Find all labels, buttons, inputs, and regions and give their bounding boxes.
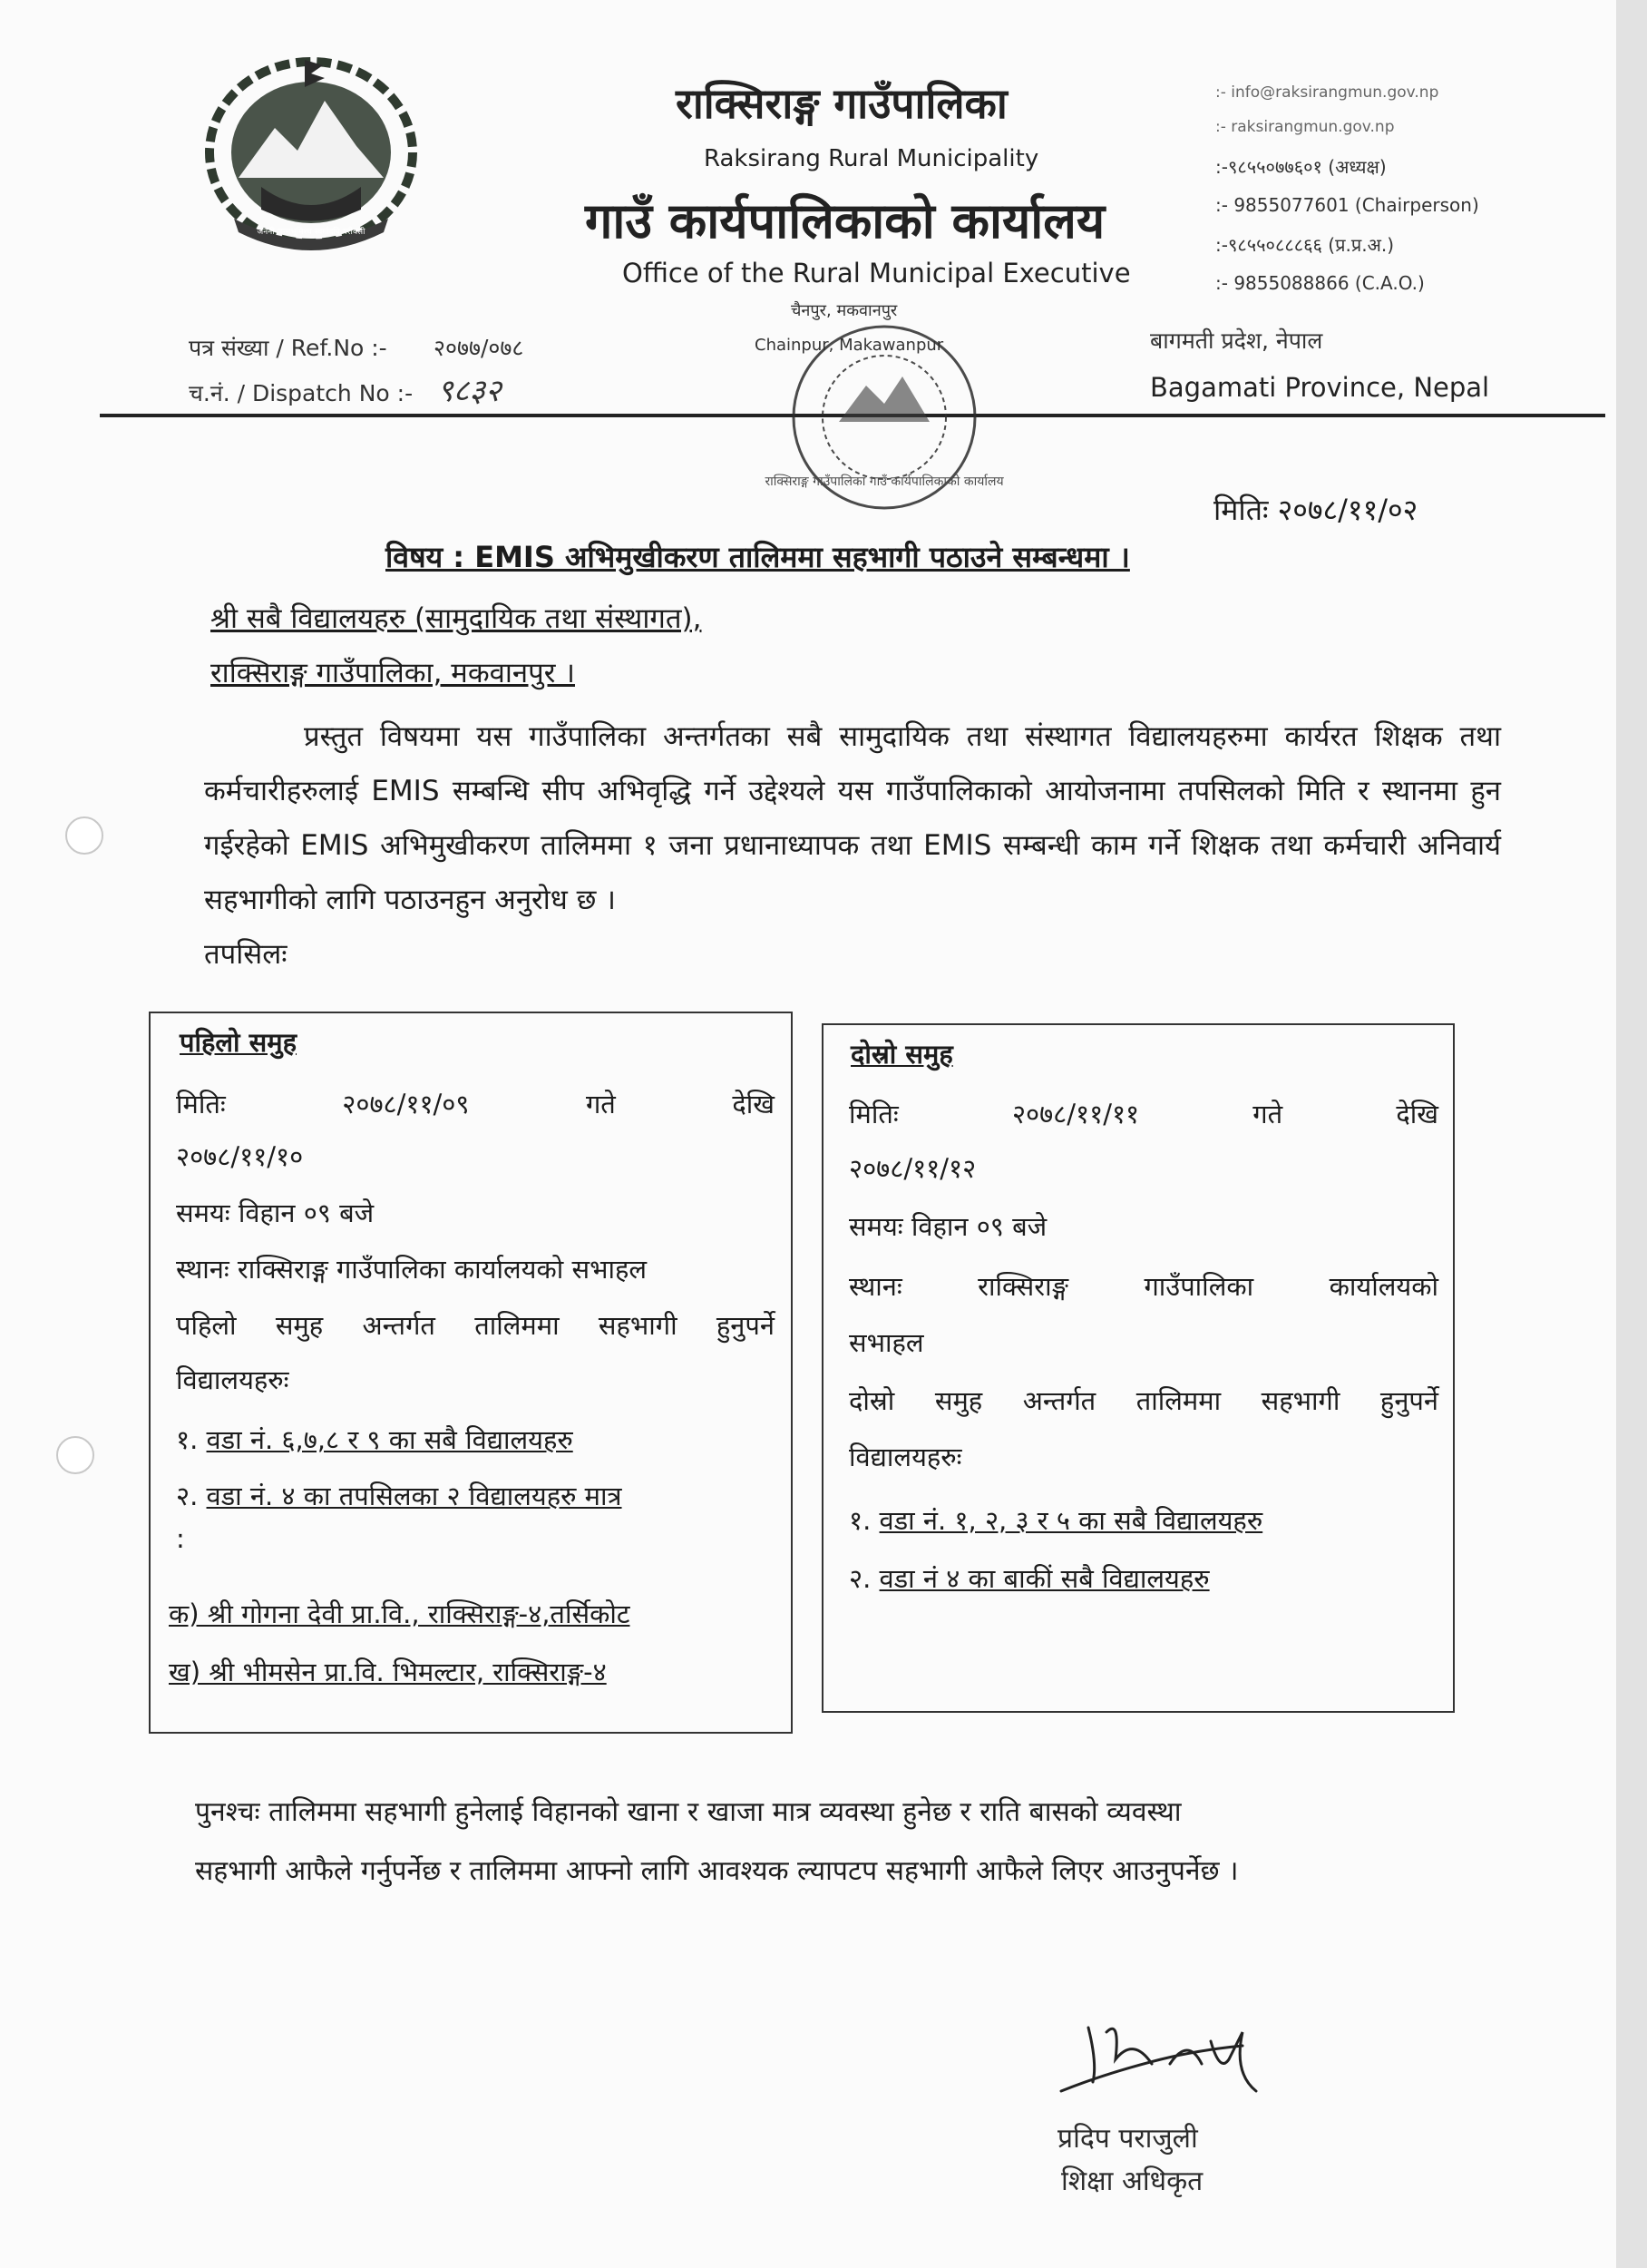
ref-label: पत्र संख्या / Ref.No :- <box>189 335 387 361</box>
recipient-line-2: राक्सिराङ्ग गाउँपालिका, मकवानपुर । <box>210 657 575 689</box>
group1-item-1 <box>176 1422 573 1457</box>
signatory-title: शिक्षा अधिकृत <box>1061 2165 1204 2197</box>
group2-item-1 <box>849 1502 1262 1538</box>
group1-intro-word: तालिममा <box>474 1310 560 1341</box>
group1-title: पहिलो समुह <box>180 1027 297 1058</box>
group1-item-2 <box>176 1478 622 1513</box>
group1-place: स्थानः राक्सिराङ्ग गाउँपालिका कार्यालयको सभाहल <box>176 1254 648 1285</box>
contact-cao-en: :- 9855088866 (C.A.O.) <box>1215 272 1425 294</box>
province-en: Bagamati Province, Nepal <box>1150 372 1490 403</box>
office-stamp-icon <box>765 313 1004 522</box>
group1-date-label: मितिः <box>176 1089 226 1119</box>
contact-cao-np: :-९८५५०८८८६६ (प्र.प्र.अ.) <box>1215 234 1395 256</box>
group2-box <box>822 1023 1455 1713</box>
footer-note <box>195 1783 1501 1901</box>
group2-item-1-text: वडा नं. १, २, ३ र ५ का सबै विद्यालयहरु <box>879 1505 1263 1536</box>
contact-email: :- info@raksirangmun.gov.np <box>1215 83 1439 102</box>
footer-note-line-2: सहभागी आफैले गर्नुपर्नेछ र तालिममा आफ्नो लागि आवश्यक ल्यापटप सहभागी आफैले लिएर आउनुपर्नेछ । <box>195 1855 1239 1887</box>
group1-intro-word: पहिलो <box>176 1310 237 1341</box>
contact-website: :- raksirangmun.gov.np <box>1215 118 1395 136</box>
group1-date-from: २०७८/११/०९ <box>342 1089 470 1119</box>
location-en: Chainpur, Makawanpur <box>755 336 944 355</box>
group1-dekhi: देखि <box>732 1089 775 1119</box>
group2-time: समयः विहान ०९ बजे <box>849 1211 1048 1242</box>
punch-hole-top <box>65 816 103 855</box>
group2-title: दोस्रो समुह <box>851 1039 953 1070</box>
dispatch-value: ९८३२ <box>437 373 502 409</box>
group2-intro <box>849 1383 1438 1418</box>
letter-subject: विषय : EMIS अभिमुखीकरण तालिममा सहभागी पठाउने सम्बन्धमा । <box>385 540 1130 574</box>
group2-item-2-num: २. <box>849 1563 872 1594</box>
signature-icon <box>1052 2009 1288 2109</box>
group2-intro-word: अन्तर्गत <box>1022 1385 1096 1416</box>
office-name-en: Office of the Rural Municipal Executive <box>622 258 1131 288</box>
scan-edge <box>1616 0 1647 2268</box>
tapsil-label: तपसिलः <box>204 938 287 971</box>
group1-item-2-text: वडा नं. ४ का तपसिलका २ विद्यालयहरु मात्र <box>206 1481 622 1511</box>
group2-place-word: कार्यालयको <box>1329 1271 1438 1302</box>
signature-text: प्रदिप परा. <box>1179 2054 1221 2067</box>
punch-hole-bottom <box>56 1436 94 1474</box>
group2-intro-word: समुह <box>934 1385 983 1416</box>
footer-note-line-1: पुनश्चः तालिममा सहभागी हुनेलाई विहानको खाना र खाजा मात्र व्यवस्था हुनेछ र राति बासको व्यवस्था <box>195 1796 1182 1828</box>
group1-item-1-num: १. <box>176 1424 199 1455</box>
group1-schools-label: विद्यालयहरुः <box>176 1364 289 1395</box>
municipality-name-en: Raksirang Rural Municipality <box>704 145 1039 172</box>
province-np: बागमती प्रदेश, नेपाल <box>1150 327 1323 354</box>
location-np: चैनपुर, मकवानपुर <box>791 301 898 320</box>
group2-place-word: स्थानः <box>849 1271 902 1302</box>
group1-item-2-num: २. <box>176 1481 199 1511</box>
group2-intro-word: दोस्रो <box>849 1385 895 1416</box>
group2-date-label: मितिः <box>849 1099 899 1129</box>
ref-value: २०७७/०७८ <box>434 335 524 361</box>
group2-gate: गते <box>1252 1099 1283 1129</box>
group1-gate: गते <box>585 1089 616 1119</box>
contact-chair-np: :-९८५५०७७६०१ (अध्यक्ष) <box>1215 156 1387 178</box>
stamp-text: राक्सिराङ्ग गाउँपालिका गाउँ कार्यपालिकाको कार्यालय <box>765 474 1004 489</box>
signatory-name: प्रदिप पराजुली <box>1057 2123 1198 2155</box>
office-name-np: गाउँ कार्यपालिकाको कार्यालय <box>585 192 1106 249</box>
group1-date-to: २०७८/११/१० <box>176 1141 304 1172</box>
group1-intro-word: सहभागी <box>598 1310 677 1341</box>
group2-place-row <box>849 1268 1438 1304</box>
body-paragraph <box>204 709 1501 927</box>
group1-item-2-suffix: : <box>176 1523 185 1554</box>
group1-intro-word: समुह <box>275 1310 324 1341</box>
group2-intro-word: हुनुपर्ने <box>1379 1385 1438 1416</box>
group1-intro-word: हुनुपर्ने <box>716 1310 775 1341</box>
group2-item-1-num: १. <box>849 1505 872 1536</box>
group1-intro-word: अन्तर्गत <box>362 1310 435 1341</box>
group2-date-row <box>849 1096 1438 1131</box>
nepal-emblem-icon <box>198 51 424 259</box>
body-text: प्रस्तुत विषयमा यस गाउँपालिका अन्तर्गतका सबै सामुदायिक तथा संस्थागत विद्यालयहरुमा कार्यरत शिक्षक तथा कर्मचारीहरुलाई EMIS सम्बन्धि सीप अभिवृद्धि गर्ने उद्देश्यले यस गाउँपालिकाको आयोजनामा तपसिलको मिति र स्थानमा हुन गईरहेको EMIS अभिमुखीकरण तालिममा १ जना प्रधानाध्यापक तथा EMIS सम्बन्धी काम गर्ने शिक्षक तथा कर्मचारी अनिवार्य सहभागीको लागि पठाउनहुन अनुरोध छ । <box>204 720 1501 916</box>
group1-intro <box>176 1307 775 1343</box>
letter-date: मितिः २०७८/११/०२ <box>1213 493 1418 527</box>
municipality-name-np: राक्सिराङ्ग गाउँपालिका <box>676 79 1008 128</box>
emblem-motto: जननी जन्मभूमिश्च स्वर्गादपि गरीयसी <box>257 228 365 237</box>
group2-intro-word: तालिममा <box>1135 1385 1222 1416</box>
group2-place-word: गाउँपालिका <box>1144 1271 1254 1302</box>
recipient-line-1: श्री सबै विद्यालयहरु (सामुदायिक तथा संस्थागत), <box>210 602 702 635</box>
group1-sub-b: ख) श्री भीमसेन प्रा.वि. भिमल्टार, राक्सिराङ्ग-४ <box>169 1657 607 1687</box>
contact-chair-en: :- 9855077601 (Chairperson) <box>1215 194 1479 216</box>
group1-sub-a: क) श्री गोगना देवी प्रा.वि., राक्सिराङ्ग-४,तर्सिकोट <box>169 1598 630 1629</box>
group2-date-to: २०७८/११/१२ <box>849 1153 977 1184</box>
dispatch-label: च.नं. / Dispatch No :- <box>189 380 414 406</box>
group2-date-from: २०७८/११/११ <box>1011 1099 1140 1129</box>
group2-place-cont: सभाहल <box>849 1327 924 1358</box>
group1-time: समयः विहान ०९ बजे <box>176 1198 375 1228</box>
group2-schools-label: विद्यालयहरुः <box>849 1442 962 1472</box>
group2-intro-word: सहभागी <box>1261 1385 1340 1416</box>
group2-dekhi: देखि <box>1396 1099 1438 1129</box>
group1-item-1-text: वडा नं. ६,७,८ र ९ का सबै विद्यालयहरु <box>206 1424 573 1455</box>
group2-place-word: राक्सिराङ्ग <box>978 1271 1069 1302</box>
group1-box <box>149 1012 793 1734</box>
group2-item-2 <box>849 1560 1210 1596</box>
group1-date-row <box>176 1086 775 1121</box>
group2-item-2-text: वडा नं ४ का बाकीं सबै विद्यालयहरु <box>879 1563 1210 1594</box>
